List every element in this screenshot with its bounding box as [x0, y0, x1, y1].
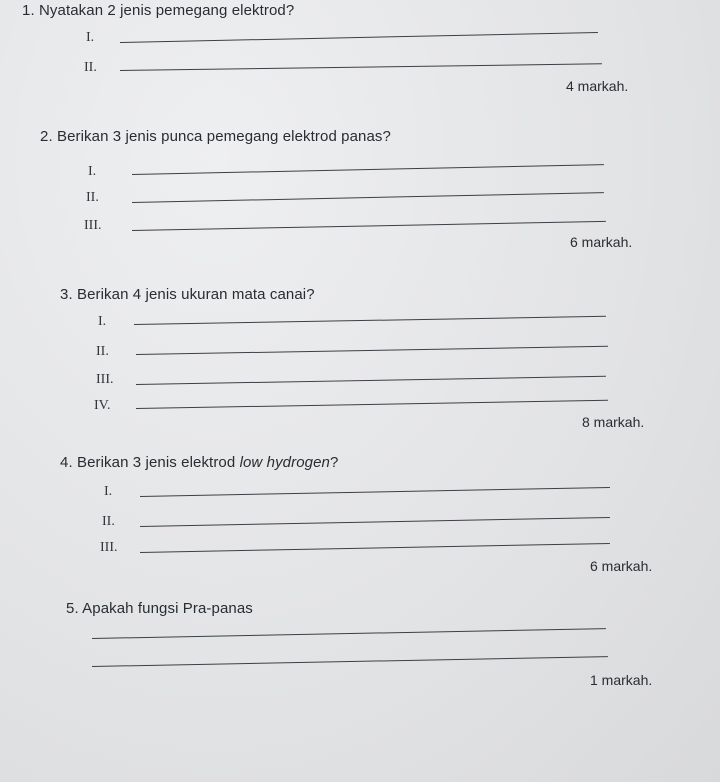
question-4-marks: 6 markah. — [590, 558, 653, 574]
question-1-item-1-label: I. — [86, 30, 95, 45]
question-4-answer-line-3 — [140, 543, 610, 553]
question-3-item-3-label: III. — [96, 372, 114, 387]
question-4-answer-line-2 — [140, 517, 610, 527]
question-4-title-prefix: 4. Berikan 3 jenis elektrod — [60, 454, 240, 471]
question-4-title-suffix: ? — [330, 454, 339, 471]
question-5-answer-line-2 — [92, 656, 608, 667]
question-1-item-2-label: II. — [84, 60, 97, 75]
question-4-answer-line-1 — [140, 487, 610, 497]
question-3-item-1-label: I. — [98, 314, 107, 329]
question-1-answer-line-2 — [120, 63, 602, 71]
question-2-answer-line-3 — [132, 221, 606, 231]
question-5-title: 5. Apakah fungsi Pra-panas — [66, 600, 253, 617]
question-5-answer-line-1 — [92, 628, 606, 639]
question-3-answer-line-1 — [134, 316, 606, 325]
question-3-marks: 8 markah. — [582, 414, 645, 430]
question-4-item-2-label: II. — [102, 514, 115, 529]
question-1-marks: 4 markah. — [566, 78, 629, 94]
question-3-item-4-label: IV. — [94, 398, 111, 413]
question-3-answer-line-3 — [136, 376, 606, 385]
question-4-title — [60, 454, 338, 471]
question-3-answer-line-2 — [136, 346, 608, 355]
question-4-item-3-label: III. — [100, 540, 118, 555]
question-2-item-2-label: II. — [86, 190, 99, 205]
question-4-title-italic: low hydrogen — [239, 454, 330, 471]
question-3-title: 3. Berikan 4 jenis ukuran mata canai? — [60, 286, 315, 303]
question-2-item-3-label: III. — [84, 218, 102, 233]
question-4-item-1-label: I. — [104, 484, 113, 499]
question-2-title: 2. Berikan 3 jenis punca pemegang elektrod panas? — [40, 128, 391, 145]
question-1-title: 1. Nyatakan 2 jenis pemegang elektrod? — [22, 2, 295, 19]
question-2-marks: 6 markah. — [570, 234, 633, 250]
question-5-marks: 1 markah. — [590, 672, 653, 688]
question-2-answer-line-2 — [132, 192, 604, 203]
question-3-answer-line-4 — [136, 400, 608, 409]
question-1-answer-line-1 — [120, 32, 598, 43]
question-2-item-1-label: I. — [88, 164, 97, 179]
question-2-answer-line-1 — [132, 164, 604, 175]
question-3-item-2-label: II. — [96, 344, 109, 359]
